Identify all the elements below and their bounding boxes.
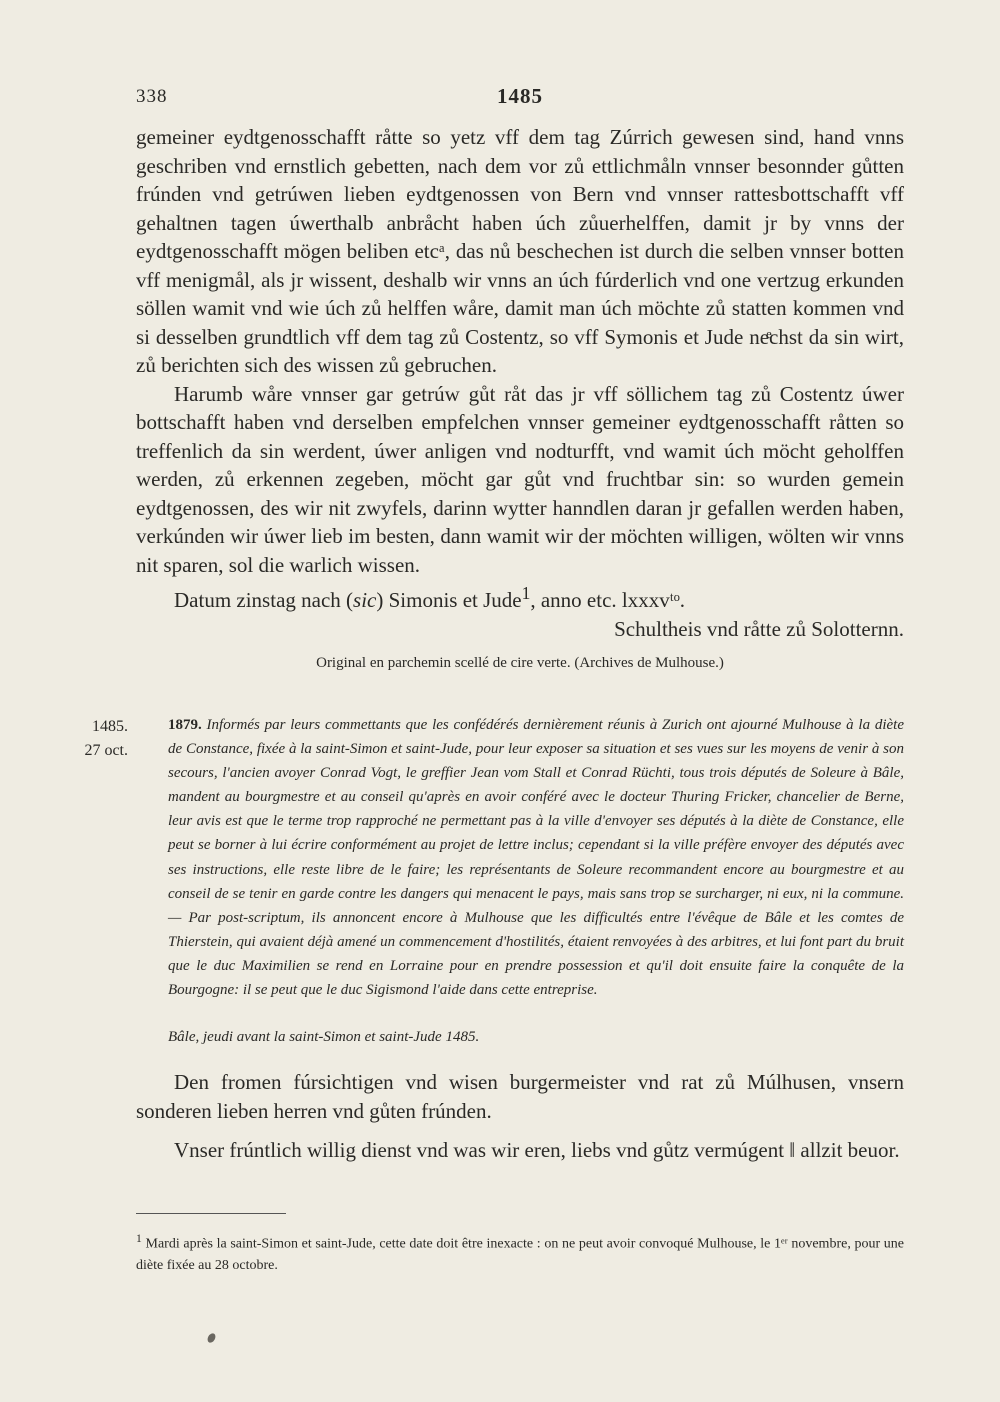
- body-paragraph: Harumb wåre vnnser gar getrúw gůt råt das jr vff söllichem tag zů Costentz úwer bottschafft haben vnd derselben empfelchen vnnser gemeiner eydtgenosschafft råtten so treffenlich da sin werdent, úwer anligen vnd nodturfft, vnd wamit úch möcht geholffen werden, zů erkennen zegeben, möcht gar gůt vnd fruchtbar sin: so wurden gemein eydtgenossen, des wir nit zwyfels, darinn wytter hanndlen daran jr gefallen werden haben, verkúnden wir úwer lieb im besten, dann wamit wir der möchten willigen, wölten wir vnns nit sparen, sol die warlich wissen.: [136, 381, 904, 577]
- letter-body-continued: [136, 123, 904, 643]
- footnote-marker: 1: [521, 583, 531, 603]
- datum-text: ) Simonis et Jude: [376, 588, 522, 612]
- margin-date: [50, 715, 128, 763]
- source-note: Original en parchemin scellé de cire verte. (Archives de Mulhouse.): [316, 655, 724, 671]
- entry-summary: [168, 713, 904, 1002]
- year-heading: 1485: [497, 84, 543, 108]
- footnote-marker: 1: [136, 1232, 142, 1245]
- sic-note: sic: [353, 588, 377, 612]
- footnote-rule: [136, 1213, 286, 1214]
- datum-text: Datum zinstag nach (: [174, 588, 354, 612]
- page-header: [136, 86, 904, 116]
- summary-text: Informés par leurs commettants que les confédérés dernièrement réunis à Zurich ont ajourné Mulhouse à la diète de Constance, fixée à la saint-Simon et saint-Jude, pour leur exposer sa situation et ses vues sur les moyens de venir à son secours, l'ancien avoyer Conrad Vogt, le greffier Jean vom Stall et Conrad Rüchti, tous trois députés de Soleure à Bâle, mandent au bourgmestre et au conseil qu'après en avoir conféré avec le docteur Thuring Fricker, chancelier de Berne, leur avis est que le terme trop rapproché ne permettant pas à la ville d'envoyer ses députés à la diète de Constance, elle peut se borner à lui écrire conformément au projet de lettre inclus; cependant si la ville préfère envoyer des députés avec ses instructions, elle reste libre de le faire; les représentants de Soleure recommandent encore au bourgmestre et au conseil de se tenir en garde contre les dangers qui menacent le pays, mais sans trop se surcharger, ni eux, ni la commune. — Par post-scriptum, ils annoncent encore à Mulhouse que les difficultés entre l'évêque de Bâle et les comtes de Thierstein, qui avaient déjà amené un commencement d'hostilités, étaient renvoyées à des arbitres, et lui font part du bruit que le duc Maximilien se rend en Lorraine pour en prendre possession et qu'il doit ensuite faire la conquête de la Bourgogne: il se peut que le duc Sigismond l'aide dans cette entreprise.: [168, 717, 904, 999]
- footnote: [136, 1228, 904, 1276]
- datum-line: [136, 579, 904, 615]
- letter-address: Den fromen fúrsichtigen vnd wisen burgermeister vnd rat zů Múlhusen, vnsern sonderen lieben herren vnd gůten frúnden.: [136, 1070, 904, 1123]
- letter-greeting: Vnser frúntlich willig dienst vnd was wir eren, liebs vnd gůtz vermúgent ‖ allzit beuor.: [174, 1138, 900, 1162]
- page-number: 338: [136, 86, 168, 107]
- ink-smudge: [206, 1332, 217, 1344]
- datum-text: , anno etc. lxxxvᵗᵒ.: [530, 588, 686, 612]
- letter-text: [136, 1068, 904, 1176]
- signature: Schultheis vnd råtte zů Solotternn.: [614, 616, 904, 641]
- footnote-text: Mardi après la saint-Simon et saint-Jude, cette date doit être inexacte : on ne peut avoir convoqué Mulhouse, le 1ᵉʳ novembre, pour une diète fixée au 28 octobre.: [136, 1236, 905, 1273]
- entry-number: 1879.: [168, 717, 202, 733]
- body-paragraph: gemeiner eydtgenosschafft råtte so yetz vff dem tag Zúrrich gewesen sind, hand vnns geschriben vnd ernstlich gebetten, nach dem vor zů ettlichmåln vnnser besonnder gůtten frúnden vnd getrúwen lieben eydtgenossen von Bern vnd vnnser rattesbottschafft vff gehaltnen tagen úwerthalb anbråcht haben úch zůuerhelffen, damit jr by vnns der eydtgenosschafft mögen beliben etcᵃ, das nů beschechen ist durch die selben vnnser botten vff menigmål, als jr wissent, deshalb wir vnns an úch fúrderlich vnd one vertzug erkunden söllen wamit vnd wie úch zů helffen wåre, damit man úch möchte zů statten kommen vnd si desselben grundtlich vff dem tag zů Costentz, so vff Symonis et Jude neͤchst da sin wirt, zů berichten sich des wissen zů gebruchen.: [136, 125, 904, 377]
- entry-place-date: Bâle, jeudi avant la saint-Simon et saint-Jude 1485.: [168, 1029, 480, 1045]
- margin-year: 1485.: [92, 718, 128, 735]
- margin-day: 27 oct.: [84, 742, 128, 759]
